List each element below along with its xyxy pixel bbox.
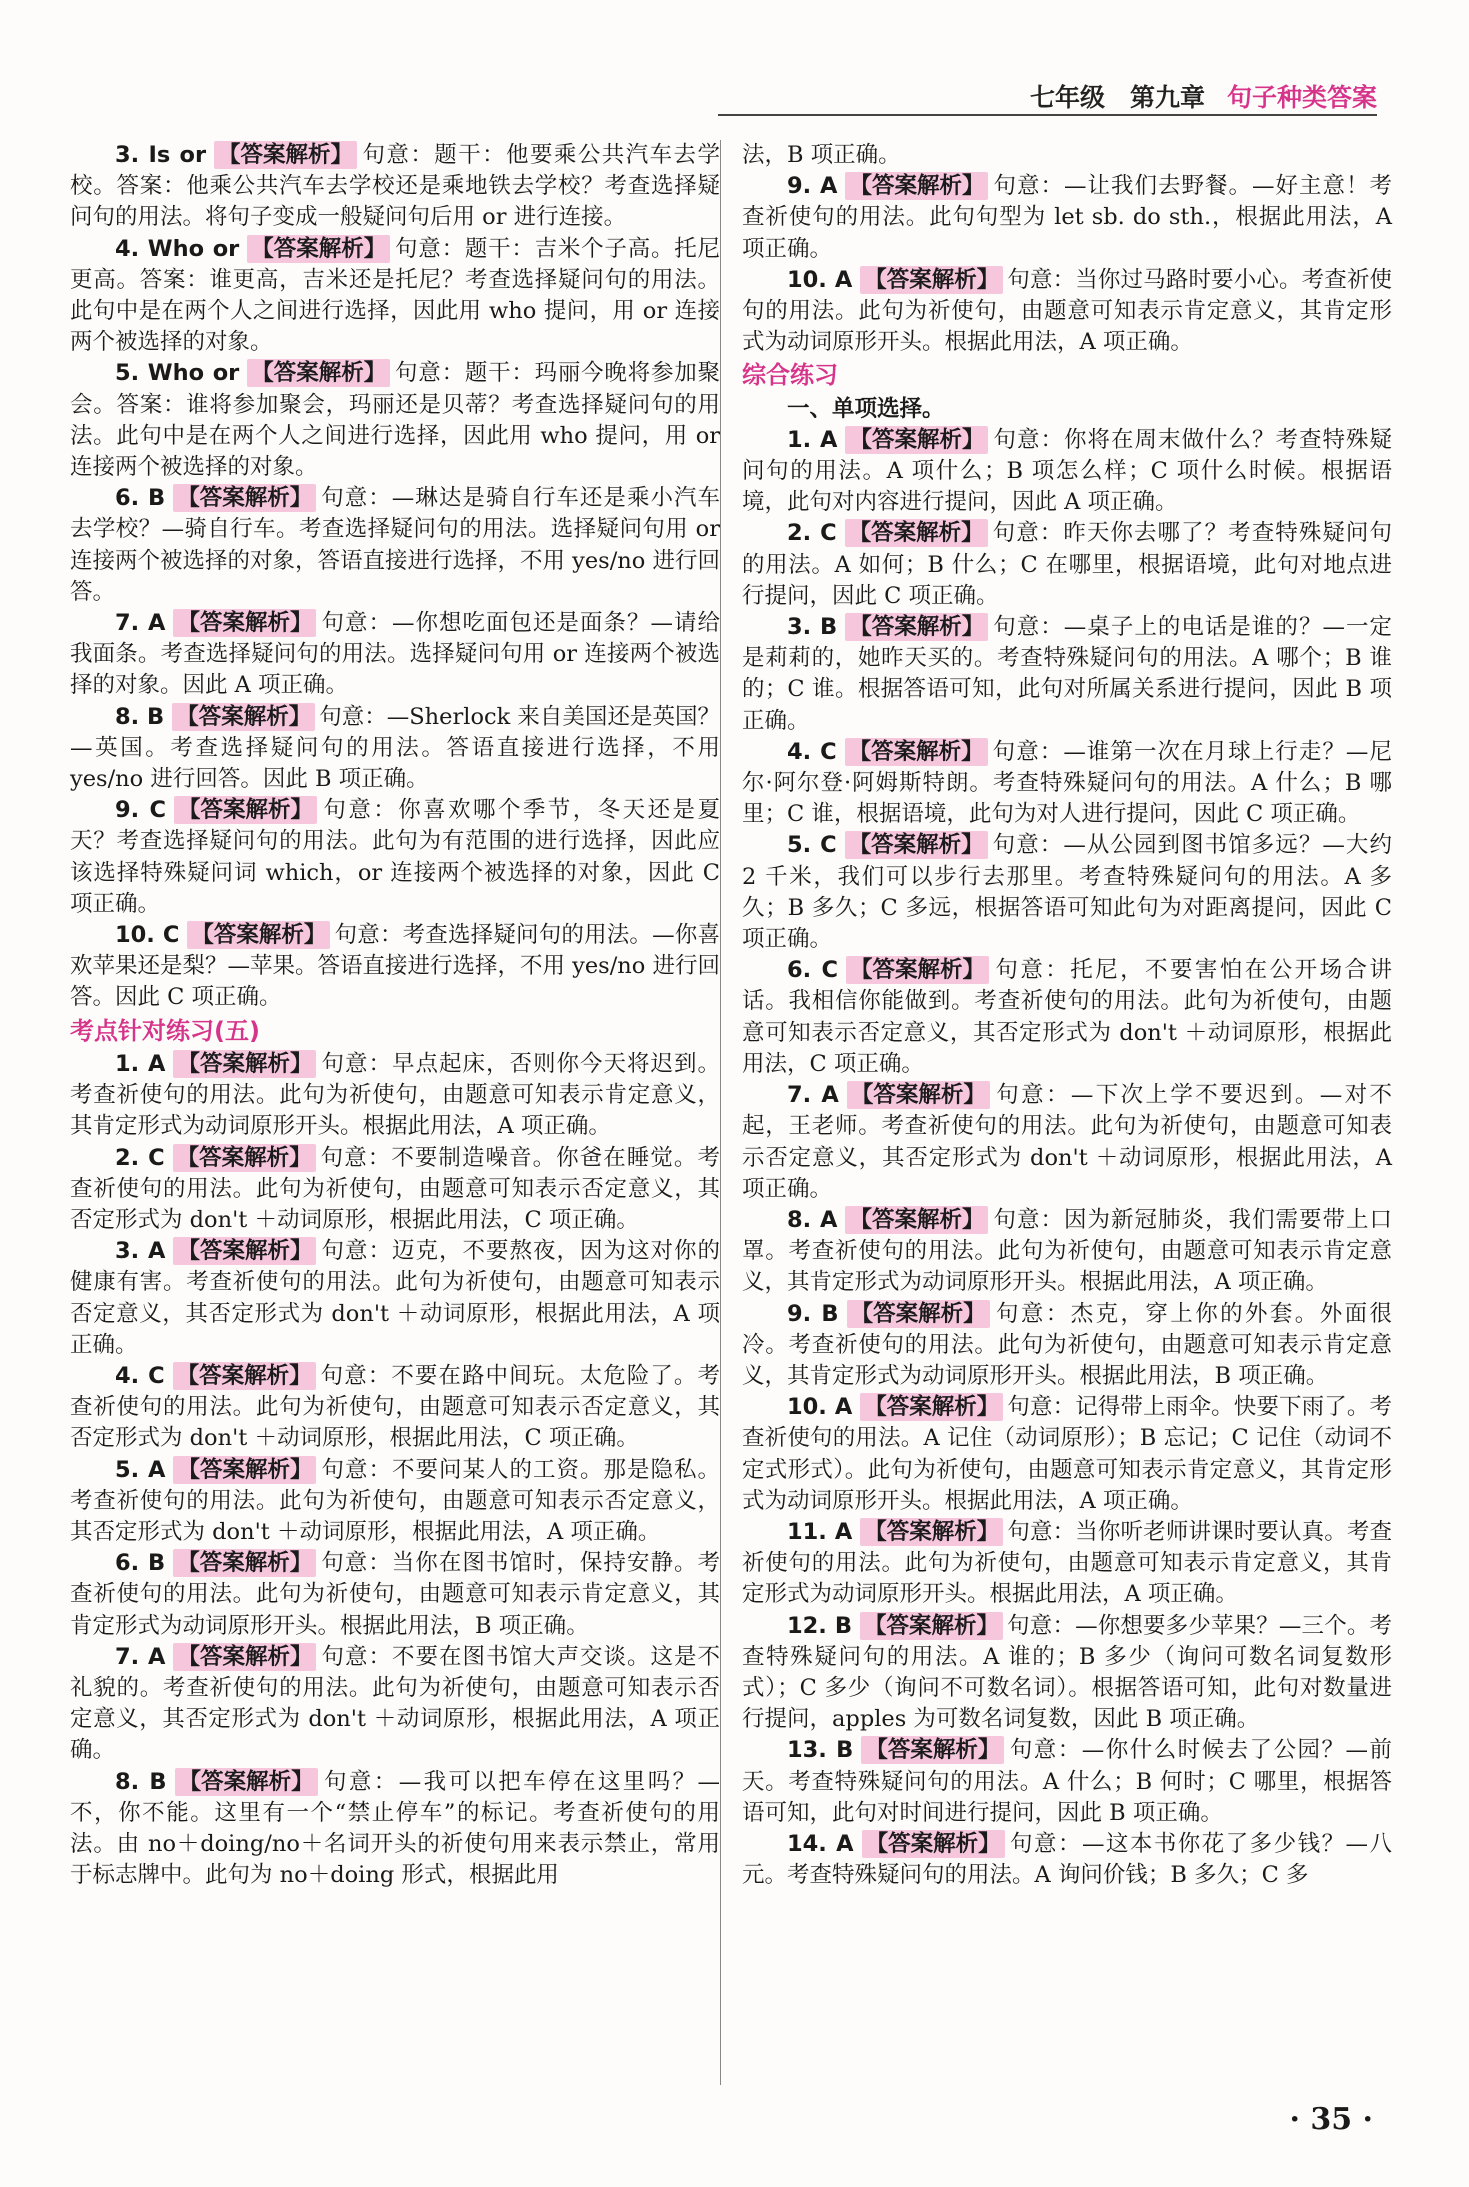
column-divider xyxy=(720,140,721,2085)
answer-analysis-tag: 【答案解析】 xyxy=(860,1518,1003,1546)
answer-number: 7. A xyxy=(115,1643,166,1670)
answer-analysis-tag: 【答案解析】 xyxy=(214,141,357,169)
answer-analysis-tag: 【答案解析】 xyxy=(247,235,390,263)
answer-text: 句意：—谁第一次在月球上行走？—尼尔·阿尔登·阿姆斯特朗。考查特殊疑问句的用法。A 什么；B 哪里；C 谁，根据语境，此句为对人进行提问，因此 C 项正确。 xyxy=(742,738,1392,828)
page-number: · 35 · xyxy=(1289,2102,1373,2137)
answer-number: 5. A xyxy=(115,1456,166,1483)
answer-number: 1. A xyxy=(115,1050,166,1077)
left-column xyxy=(70,140,720,1891)
answer-analysis-tag: 【答案解析】 xyxy=(845,426,988,454)
answer-analysis-tag: 【答案解析】 xyxy=(173,1362,316,1390)
answer-item xyxy=(742,737,1392,831)
answer-number: 3. Is or xyxy=(115,142,207,168)
answer-analysis-tag: 【答案解析】 xyxy=(187,921,330,949)
continuation-text: 法，B 项正确。 xyxy=(742,142,901,168)
answer-item xyxy=(742,1735,1392,1829)
answer-number: 10. C xyxy=(115,922,180,949)
answer-analysis-tag: 【答案解析】 xyxy=(173,1643,316,1671)
answer-text: 句意：—琳达是骑自行车还是乘小汽车去学校？—骑自行车。考查选择疑问句的用法。选择疑问句用 or 连接两个被选择的对象，答语直接进行选择，不用 yes/no 进行回答。 xyxy=(70,485,720,605)
answer-number: 6. B xyxy=(115,1550,166,1577)
answer-text: 句意：题干：玛丽今晚将参加聚会。答案：谁将参加聚会，玛丽还是贝蒂？考查选择疑问句的用法。此句中是在两个人之间进行选择，因此用 who 提问，用 or 连接两个被选择的对象。 xyxy=(70,360,720,481)
answer-text: 句意：昨天你去哪了？考查特殊疑问句的用法。A 如何；B 什么；C 在哪里，根据语境，此句对地点进行提问，因此 C 项正确。 xyxy=(742,520,1392,609)
answer-text: 句意：—你想要多少苹果？—三个。考查特殊疑问句的用法。A 谁的；B 多少（询问可数名词复数形式）；C 多少（询问不可数名词）。根据答语可知，此句对数量进行提问，apples 为可数名词复数，因此 B 项正确。 xyxy=(742,1612,1392,1733)
answer-analysis-tag: 【答案解析】 xyxy=(862,1830,1005,1858)
answer-analysis-tag: 【答案解析】 xyxy=(175,1768,318,1796)
answer-text: 句意：不要问某人的工资。那是隐私。考查祈使句的用法。此句为祈使句，由题意可知表示否定意义，其否定形式为 don't ＋动词原形，根据此用法，A 项正确。 xyxy=(70,1456,720,1545)
answer-text: 句意：托尼，不要害怕在公开场合讲话。我相信你能做到。考查祈使句的用法。此句为祈使句，由题意可知表示否定意义，其否定形式为 don't ＋动词原形，根据此用法，C 项正确。 xyxy=(742,957,1392,1077)
answer-analysis-tag: 【答案解析】 xyxy=(860,266,1003,294)
answer-item xyxy=(70,1143,720,1237)
answer-item xyxy=(70,608,720,702)
answer-item xyxy=(742,1080,1392,1205)
answer-number: 9. C xyxy=(115,797,166,824)
answer-text: 句意：你将在周末做什么？考查特殊疑问句的用法。A 项什么；B 项怎么样；C 项什么时候。根据语境，此句对内容进行提问，因此 A 项正确。 xyxy=(742,426,1392,516)
answer-item xyxy=(70,140,720,234)
answer-number: 4. C xyxy=(787,738,837,765)
answer-analysis-tag: 【答案解析】 xyxy=(845,1206,988,1234)
answer-number: 2. C xyxy=(115,1144,165,1171)
answer-number: 6. C xyxy=(787,957,838,984)
right-column xyxy=(742,140,1392,1891)
answer-item xyxy=(742,1611,1392,1736)
answer-item xyxy=(70,920,720,1014)
page-header xyxy=(1030,78,1377,114)
answer-item xyxy=(70,483,720,608)
answer-number: 8. B xyxy=(115,703,165,730)
answer-analysis-tag: 【答案解析】 xyxy=(172,703,315,731)
answer-text: 句意：—Sherlock 来自美国还是英国？—英国。考查选择疑问句的用法。答语直接进行选择，不用 yes/no 进行回答。因此 B 项正确。 xyxy=(70,703,720,793)
answer-text: 句意：不要在图书馆大声交谈。这是不礼貌的。考查祈使句的用法。此句为祈使句，由题意可知表示否定意义，其否定形式为 don't ＋动词原形，根据此用法，A 项正确。 xyxy=(70,1643,720,1764)
answer-number: 2. C xyxy=(787,520,837,547)
answer-number: 9. A xyxy=(787,173,838,200)
answer-number: 4. C xyxy=(115,1362,165,1389)
answer-number: 11. A xyxy=(787,1518,853,1545)
answer-text: 句意：—你想吃面包还是面条？—请给我面条。考查选择疑问句的用法。选择疑问句用 or 连接两个被选择的对象。因此 A 项正确。 xyxy=(70,610,720,699)
answer-item xyxy=(742,518,1392,612)
answer-number: 5. Who or xyxy=(115,360,240,387)
answer-text: 句意：—让我们去野餐。—好主意！考查祈使句的用法。此句句型为 let sb. do sth.，根据此用法，A 项正确。 xyxy=(742,173,1392,262)
answer-item xyxy=(742,955,1392,1080)
answer-text: 句意：你喜欢哪个季节，冬天还是夏天？考查选择疑问句的用法。此句为有范围的进行选择，因此应该选择特殊疑问词 which，or 连接两个被选择的对象，因此 C 项正确。 xyxy=(70,797,720,917)
answer-item xyxy=(742,1299,1392,1393)
answer-item xyxy=(70,1642,720,1767)
answer-text: 句意：—下次上学不要迟到。—对不起，王老师。考查祈使句的用法。此句为祈使句，由题意可知表示否定意义，其否定形式为 don't ＋动词原形，根据此用法，A 项正确。 xyxy=(742,1082,1392,1202)
answer-number: 10. A xyxy=(787,266,853,293)
answer-number: 9. B xyxy=(787,1300,839,1327)
answer-item xyxy=(70,1548,720,1642)
answer-text: 句意：—从公园到图书馆多远？—大约 2 千米，我们可以步行去那里。考查特殊疑问句的用法。A 多久；B 多久；C 多远，根据答语可知此句为对距离提问，因此 C 项正确。 xyxy=(742,832,1392,953)
answer-item xyxy=(742,425,1392,519)
answer-number: 3. B xyxy=(787,614,838,641)
answer-number: 6. B xyxy=(115,485,166,512)
answer-item xyxy=(742,1205,1392,1299)
answer-text: 句意：—这本书你花了多少钱？—八元。考查特殊疑问句的用法。A 询问价钱；B 多久；C 多 xyxy=(742,1830,1392,1889)
answer-text: 句意：题干：吉米个子高。托尼更高。答案：谁更高，吉米还是托尼？考查选择疑问句的用法。此句中是在两个人之间进行选择，因此用 who 提问，用 or 连接两个被选择的对象。 xyxy=(70,235,720,356)
answer-text: 句意：不要制造噪音。你爸在睡觉。考查祈使句的用法。此句为祈使句，由题意可知表示否定意义，其否定形式为 don't ＋动词原形，根据此用法，C 项正确。 xyxy=(70,1144,720,1233)
answer-item xyxy=(70,1049,720,1143)
answer-analysis-tag: 【答案解析】 xyxy=(846,956,989,984)
answer-analysis-tag: 【答案解析】 xyxy=(845,738,988,766)
section-label: 句子种类答案 xyxy=(1226,83,1377,112)
answer-analysis-tag: 【答案解析】 xyxy=(247,359,390,387)
answer-item xyxy=(742,1517,1392,1611)
answer-analysis-tag: 【答案解析】 xyxy=(173,1549,316,1577)
answer-analysis-tag: 【答案解析】 xyxy=(173,1144,316,1172)
answer-number: 10. A xyxy=(787,1394,853,1421)
chapter-label: 七年级 第九章 xyxy=(1029,83,1205,112)
answer-number: 4. Who or xyxy=(115,235,240,262)
answer-analysis-tag: 【答案解析】 xyxy=(860,1612,1003,1640)
answer-number: 5. C xyxy=(787,832,837,859)
answer-number: 14. A xyxy=(787,1830,854,1857)
header-rule xyxy=(718,114,1377,116)
answer-analysis-tag: 【答案解析】 xyxy=(173,1050,316,1078)
answer-text: 句意：因为新冠肺炎，我们需要带上口罩。考查祈使句的用法。此句为祈使句，由题意可知表示肯定意义，其肯定形式为动词原形开头。根据此用法，A 项正确。 xyxy=(742,1206,1392,1296)
answer-number: 7. A xyxy=(787,1082,839,1109)
answer-analysis-tag: 【答案解析】 xyxy=(847,1081,990,1109)
answer-item xyxy=(742,265,1392,359)
answer-analysis-tag: 【答案解析】 xyxy=(845,519,988,547)
answer-text: 句意：记得带上雨伞。快要下雨了。考查祈使句的用法。A 记住（动词原形）；B 忘记；C 记住（动词不定式形式）。此句为祈使句，由题意可知表示肯定意义，其肯定形式为动词原形开头。根据此用法，A 项正确。 xyxy=(742,1394,1392,1514)
answer-analysis-tag: 【答案解析】 xyxy=(173,1237,316,1265)
answer-number: 1. A xyxy=(787,426,838,453)
answer-item xyxy=(70,358,720,483)
subsection-title: 一、单项选择。 xyxy=(787,395,945,422)
answer-analysis-tag: 【答案解析】 xyxy=(845,613,988,641)
answer-item xyxy=(742,1392,1392,1517)
answer-number: 12. B xyxy=(787,1612,852,1639)
answer-item xyxy=(742,830,1392,955)
answer-analysis-tag: 【答案解析】 xyxy=(845,172,988,200)
answer-analysis-tag: 【答案解析】 xyxy=(173,1456,316,1484)
answer-text: 句意：—你什么时候去了公园？—前天。考查特殊疑问句的用法。A 什么；B 何时；C 哪里，根据答语可知，此句对时间进行提问，因此 B 项正确。 xyxy=(742,1737,1392,1826)
answer-number: 8. A xyxy=(787,1206,838,1233)
answer-analysis-tag: 【答案解析】 xyxy=(845,831,988,859)
answer-item xyxy=(70,234,720,359)
answer-item xyxy=(70,1455,720,1549)
answer-item xyxy=(742,612,1392,737)
answer-text: 句意：杰克，穿上你的外套。外面很冷。考查祈使句的用法。此句为祈使句，由题意可知表示肯定意义，其肯定形式为动词原形开头。根据此用法，B 项正确。 xyxy=(742,1300,1392,1389)
answer-text: 句意：—桌子上的电话是谁的？—一定是莉莉的，她昨天买的。考查特殊疑问句的用法。A 哪个；B 谁的；C 谁。根据答语可知，此句对所属关系进行提问，因此 B 项正确。 xyxy=(742,614,1392,734)
answer-text: 句意：不要在路中间玩。太危险了。考查祈使句的用法。此句为祈使句，由题意可知表示否定意义，其否定形式为 don't ＋动词原形，根据此用法，C 项正确。 xyxy=(70,1362,720,1452)
answer-item xyxy=(70,1236,720,1361)
answer-analysis-tag: 【答案解析】 xyxy=(860,1393,1003,1421)
answer-text: 句意：考查选择疑问句的用法。—你喜欢苹果还是梨？—苹果。答语直接进行选择，不用 yes/no 进行回答。因此 C 项正确。 xyxy=(70,922,720,1011)
answer-item xyxy=(70,795,720,920)
answer-analysis-tag: 【答案解析】 xyxy=(861,1736,1004,1764)
answer-text: 句意：早点起床，否则你今天将迟到。考查祈使句的用法。此句为祈使句，由题意可知表示肯定意义，其肯定形式为动词原形开头。根据此用法，A 项正确。 xyxy=(70,1050,720,1140)
answer-text: 句意：当你在图书馆时，保持安静。考查祈使句的用法。此句为祈使句，由题意可知表示肯定意义，其肯定形式为动词原形开头。根据此用法，B 项正确。 xyxy=(70,1550,720,1639)
right-section-title: 综合练习 xyxy=(742,361,838,390)
answer-item xyxy=(742,171,1392,265)
answer-analysis-tag: 【答案解析】 xyxy=(173,484,316,512)
answer-number: 13. B xyxy=(787,1737,854,1764)
answer-text: 句意：题干：他要乘公共汽车去学校。答案：他乘公共汽车去学校还是乘地铁去学校？考查选择疑问句的用法。将句子变成一般疑问句后用 or 进行连接。 xyxy=(70,142,720,231)
answer-text: 句意：当你过马路时要小心。考查祈使句的用法。此句为祈使句，由题意可知表示肯定意义，其肯定形式为动词原形开头。根据此用法，A 项正确。 xyxy=(742,266,1392,356)
answer-item xyxy=(70,702,720,796)
left-section-title: 考点针对练习(五) xyxy=(70,1016,260,1045)
answer-number: 3. A xyxy=(115,1238,166,1265)
answer-analysis-tag: 【答案解析】 xyxy=(174,796,317,824)
answer-item xyxy=(742,1829,1392,1891)
answer-text: 句意：当你听老师讲课时要认真。考查祈使句的用法。此句为祈使句，由题意可知表示肯定意义，其肯定形式为动词原形开头。根据此用法，A 项正确。 xyxy=(742,1518,1392,1608)
answer-analysis-tag: 【答案解析】 xyxy=(173,609,316,637)
answer-number: 7. A xyxy=(115,610,166,637)
answer-item xyxy=(70,1361,720,1455)
answer-analysis-tag: 【答案解析】 xyxy=(847,1300,990,1328)
answer-text: 句意：迈克，不要熬夜，因为这对你的健康有害。考查祈使句的用法。此句为祈使句，由题意可知表示否定意义，其否定形式为 don't ＋动词原形，根据此用法，A 项正确。 xyxy=(70,1238,720,1358)
answer-number: 8. B xyxy=(115,1768,167,1795)
answer-item xyxy=(70,1767,720,1892)
answer-text: 句意：—我可以把车停在这里吗？—不，你不能。这里有一个“禁止停车”的标记。考查祈使句的用法。由 no＋doing/no＋名词开头的祈使句用来表示禁止，常用于标志牌中。此句为 no＋doing 形式，根据此用 xyxy=(70,1768,720,1889)
